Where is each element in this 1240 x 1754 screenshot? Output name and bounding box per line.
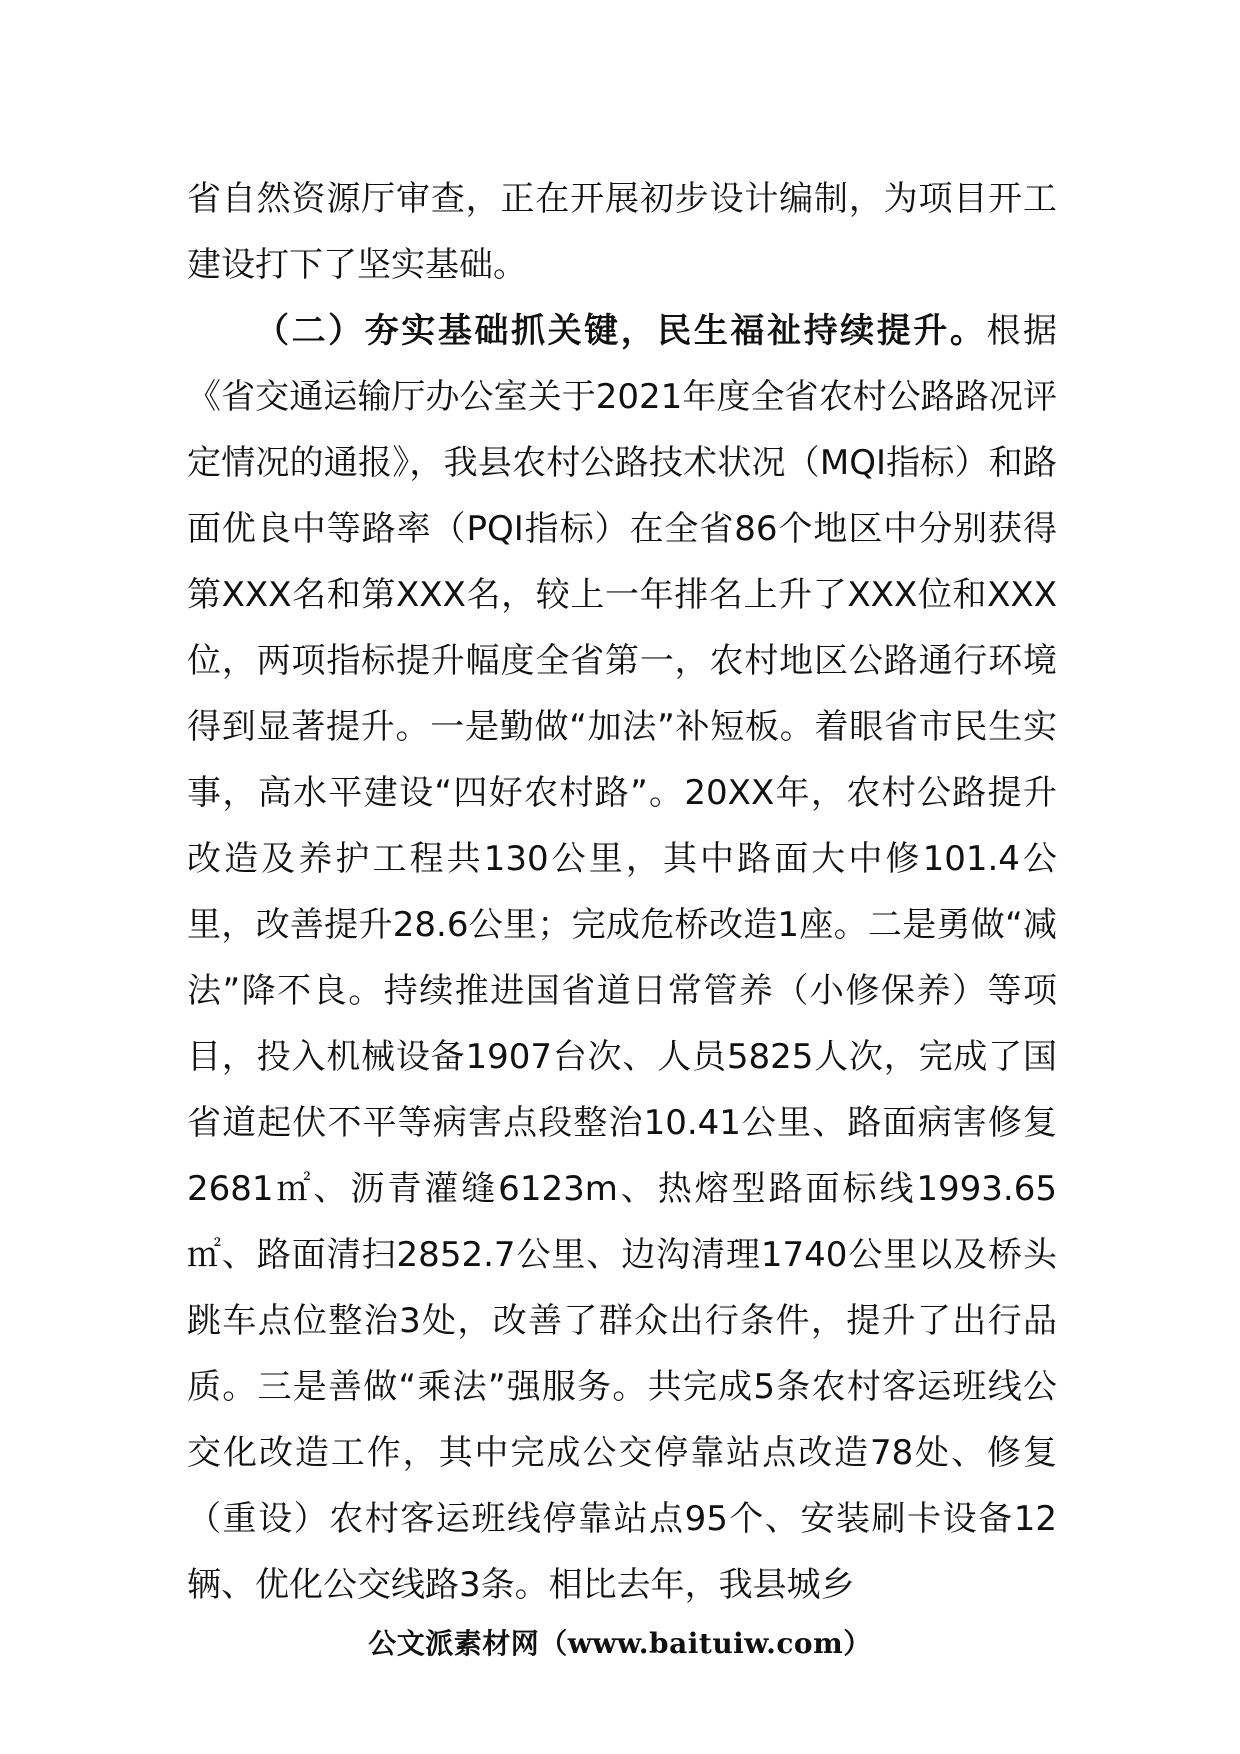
- continuation-paragraph: 省自然资源厅审查，正在开展初步设计编制，为项目开工建设打下了坚实基础。: [187, 179, 1057, 285]
- footer-watermark: 公文派素材网（www.baituiw.com）: [368, 1627, 872, 1660]
- document-body: [187, 166, 1057, 1618]
- section-heading: （二）夯实基础抓关键，民生福祉持续提升。: [255, 311, 987, 351]
- section-body: 根据《省交通运输厅办公室关于2021年度全省农村公路路况评定情况的通报》，我县农村公路技术状况（MQI指标）和路面优良中等路率（PQI指标）在全省86个地区中分别获得第XXX名和第XXX名，较上一年排名上升了XXX位和XXX位，两项指标提升幅度全省第一，农村地区公路通行环境得到显著提升。一是勤做“加法”补短板。着眼省市民生实事，高水平建设“四好农村路”。20XX年，农村公路提升改造及养护工程共130公里，其中路面大中修101.4公里，改善提升28.6公里；完成危桥改造1座。二是勇做“减法”降不良。持续推进国省道日常管养（小修保养）等项目，投入机械设备1907台次、人员5825人次，完成了国省道起伏不平等病害点段整治10.41公里、路面病害修复2681㎡、沥青灌缝6123m、热熔型路面标线1993.65㎡、路面清扫2852.7公里、边沟清理1740公里以及桥头跳车点位整治3处，改善了群众出行条件，提升了出行品质。三是善做“乘法”强服务。共完成5条农村客运班线公交化改造工作，其中完成公交停靠站点改造78处、修复（重设）农村客运班线停靠站点95个、安装刷卡设备12辆、优化公交线路3条。相比去年，我县城乡: [187, 311, 1058, 1605]
- section-paragraph: [187, 298, 1057, 1618]
